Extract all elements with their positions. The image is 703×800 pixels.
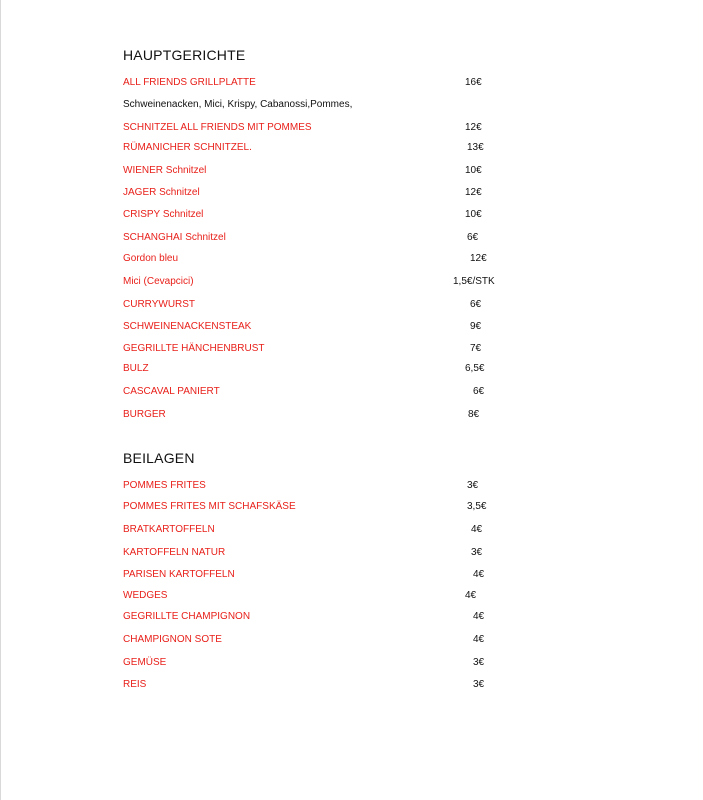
menu-item [1, 633, 703, 647]
menu-item [1, 298, 703, 312]
menu-item [1, 164, 703, 178]
item-price: 4€ [465, 590, 477, 601]
menu-item [1, 523, 703, 537]
item-price: 4€ [473, 611, 485, 622]
item-price: 6€ [473, 386, 485, 397]
menu-item [1, 342, 703, 356]
item-name: CRISPY Schnitzel [123, 209, 204, 220]
item-name: GEMÜSE [123, 657, 167, 668]
item-price: 6€ [467, 232, 479, 243]
menu-item [1, 610, 703, 624]
menu-item [1, 500, 703, 514]
item-name: KARTOFFELN NATUR [123, 547, 226, 558]
item-price: 9€ [470, 321, 482, 332]
item-name: SCHANGHAI Schnitzel [123, 232, 226, 243]
menu-item-description [1, 98, 703, 112]
menu-item [1, 385, 703, 399]
item-price: 3€ [471, 547, 483, 558]
item-name: PARISEN KARTOFFELN [123, 569, 235, 580]
menu-item [1, 479, 703, 493]
item-name: JAGER Schnitzel [123, 187, 200, 198]
item-price: 6,5€ [465, 363, 485, 374]
item-name: Mici (Cevapcici) [123, 276, 194, 287]
item-price: 12€ [465, 122, 482, 133]
item-name: SCHNITZEL ALL FRIENDS MIT POMMES [123, 122, 312, 133]
item-price: 4€ [473, 569, 485, 580]
menu-item [1, 408, 703, 422]
item-price: 8€ [468, 409, 480, 420]
item-price: 3,5€ [467, 501, 487, 512]
item-name: RÜMANICHER SCHNITZEL. [123, 142, 252, 153]
menu-item [1, 231, 703, 245]
menu-item [1, 76, 703, 90]
menu-item [1, 121, 703, 135]
menu-item [1, 589, 703, 603]
menu-item [1, 656, 703, 670]
item-name: GEGRILLTE CHAMPIGNON [123, 611, 251, 622]
menu-item [1, 141, 703, 155]
item-name: POMMES FRITES MIT SCHAFSKÄSE [123, 501, 296, 512]
item-price: 1,5€/STK [453, 276, 495, 287]
menu-item [1, 362, 703, 376]
item-name: POMMES FRITES [123, 480, 206, 491]
item-name: ALL FRIENDS GRILLPLATTE [123, 77, 256, 88]
menu-item [1, 568, 703, 582]
item-price: 12€ [465, 187, 482, 198]
item-price: 3€ [473, 679, 485, 690]
menu-item [1, 320, 703, 334]
menu-item [1, 208, 703, 222]
item-name: BRATKARTOFFELN [123, 524, 215, 535]
menu-item [1, 186, 703, 200]
item-name: WEDGES [123, 590, 168, 601]
item-price: 4€ [471, 524, 483, 535]
item-name: BULZ [123, 363, 149, 374]
item-name: Gordon bleu [123, 253, 179, 264]
item-name: WIENER Schnitzel [123, 165, 207, 176]
item-price: 3€ [473, 657, 485, 668]
menu-item [1, 252, 703, 266]
menu-item [1, 546, 703, 560]
item-price: 10€ [465, 165, 482, 176]
item-price: 10€ [465, 209, 482, 220]
item-price: 7€ [470, 343, 482, 354]
item-name: CASCAVAL PANIERT [123, 386, 220, 397]
item-price: 12€ [470, 253, 487, 264]
item-name: BURGER [123, 409, 166, 420]
item-name: REIS [123, 679, 147, 690]
item-price: 6€ [470, 299, 482, 310]
item-price: 13€ [467, 142, 484, 153]
item-price: 16€ [465, 77, 482, 88]
item-name: GEGRILLTE HÄNCHENBRUST [123, 343, 265, 354]
menu-item [1, 275, 703, 289]
item-price: 3€ [467, 480, 479, 491]
item-price: 4€ [473, 634, 485, 645]
item-name: SCHWEINENACKENSTEAK [123, 321, 252, 332]
item-name: CHAMPIGNON SOTE [123, 634, 222, 645]
section-title-main: HAUPTGERICHTE [123, 47, 246, 63]
menu-item [1, 678, 703, 692]
section-title-sides: BEILAGEN [123, 450, 195, 466]
item-name: CURRYWURST [123, 299, 196, 310]
item-description: Schweinenacken, Mici, Krispy, Cabanossi,Pommes, [123, 99, 353, 110]
